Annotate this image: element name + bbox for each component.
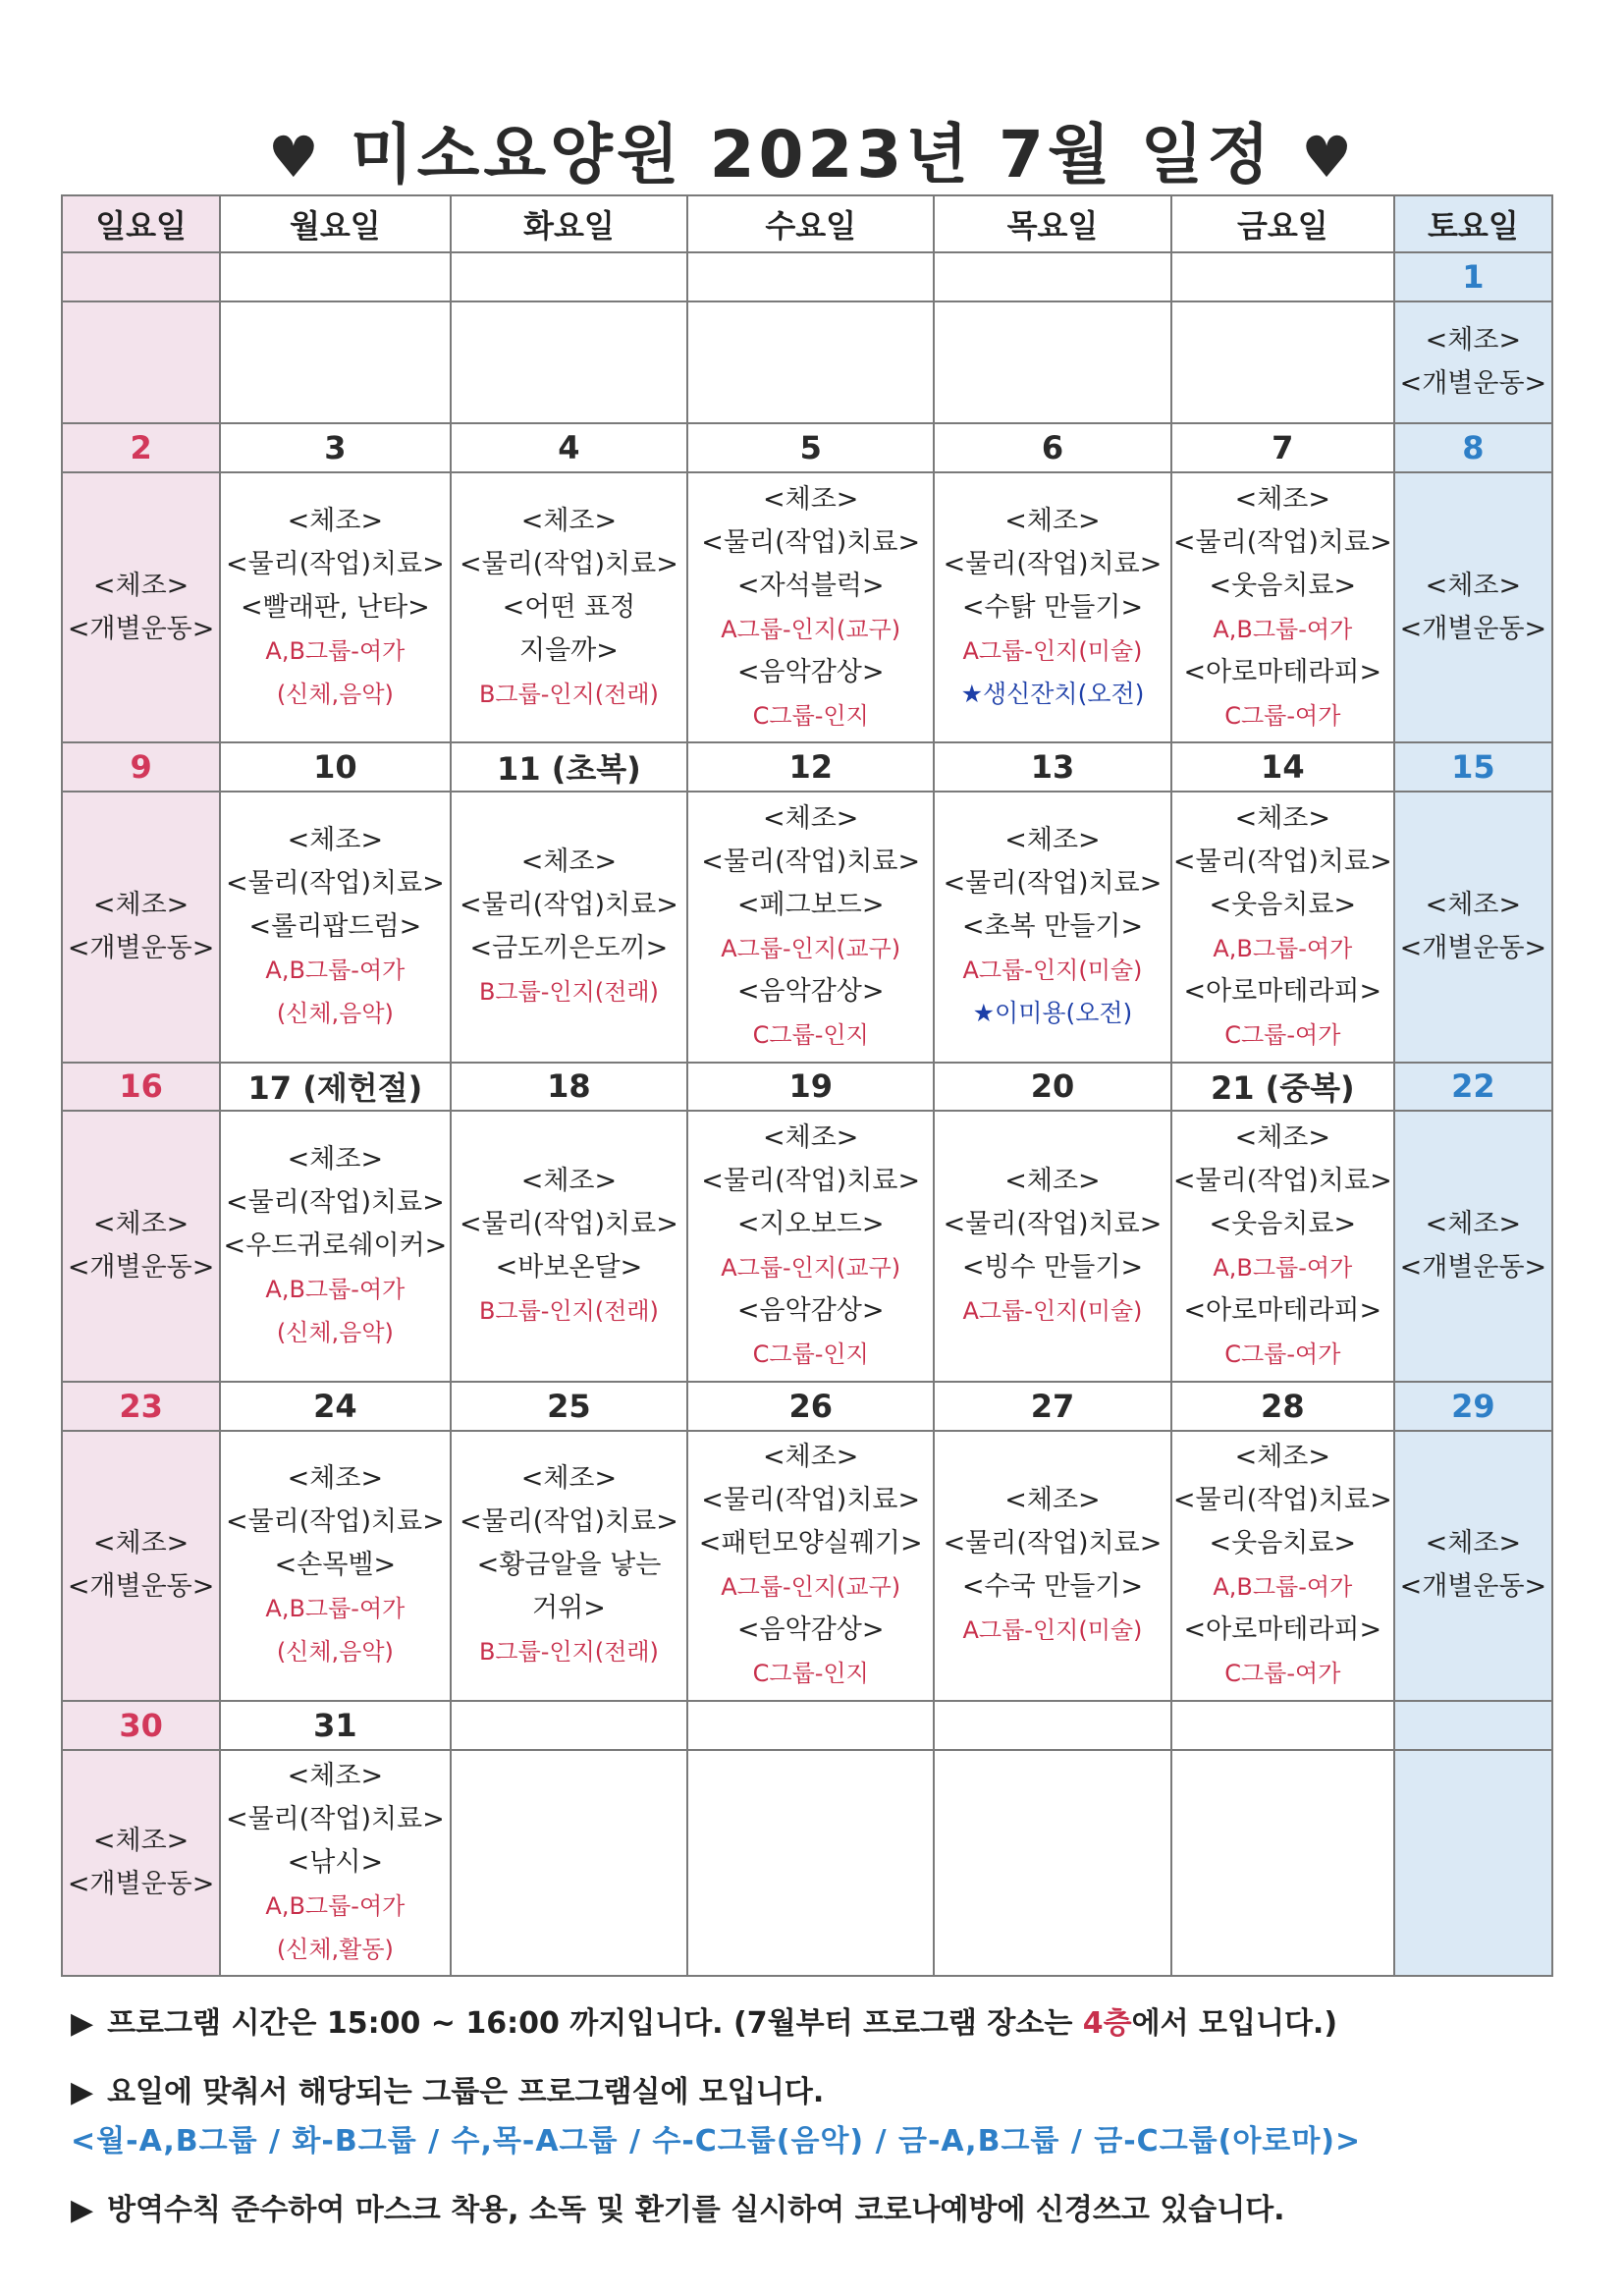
activity-label: <체조> <box>1425 889 1522 920</box>
heart-icon: ♥ <box>1301 124 1357 191</box>
activity-row <box>62 301 1552 423</box>
day-activities <box>1171 1111 1394 1382</box>
group-label: (신체,음악) <box>276 680 394 708</box>
activity-row <box>62 472 1552 743</box>
note-text: 프로그램 시간은 15:00 ~ 16:00 까지입니다. (7월부터 프로그램 장소는 <box>107 2006 1083 2041</box>
activity-label: <체조> <box>92 1528 189 1559</box>
activity-label: <체조> <box>287 1144 384 1175</box>
activity-label: <물리(작업)치료> <box>225 1187 445 1219</box>
activity-label: <빙수 만들기> <box>961 1252 1144 1284</box>
date-row <box>62 1701 1552 1750</box>
group-label: A,B그룹-여가 <box>1213 1573 1353 1602</box>
activity-label: <체조> <box>1425 1209 1522 1240</box>
activity-label: <지오보드> <box>736 1209 885 1240</box>
activity-label: <체조> <box>520 1463 618 1495</box>
arrow-icon: ▶ <box>71 2075 94 2109</box>
activity-label: <체조> <box>762 1442 859 1473</box>
day-activities <box>687 472 934 743</box>
date-row <box>62 423 1552 472</box>
day-activities <box>687 301 934 423</box>
calendar-table <box>61 194 1553 1977</box>
day-activities <box>62 1431 220 1702</box>
activity-label: <체조> <box>92 1209 189 1240</box>
day-activities <box>62 301 220 423</box>
day-activities <box>1171 1750 1394 1976</box>
day-activities <box>934 472 1171 743</box>
heart-icon: ♥ <box>267 124 323 191</box>
day-number <box>1171 252 1394 301</box>
activity-label: <물리(작업)치료> <box>1172 1485 1392 1516</box>
group-label: (신체,음악) <box>276 1319 394 1347</box>
activity-label: <체조> <box>520 846 618 877</box>
weekday-header-row <box>62 195 1552 252</box>
arrow-icon: ▶ <box>71 2193 94 2227</box>
activity-row <box>62 792 1552 1063</box>
day-activities <box>934 1750 1171 1976</box>
day-number: 16 <box>62 1063 220 1112</box>
day-activities <box>220 1750 450 1976</box>
activity-label: 거위> <box>532 1593 606 1624</box>
activity-label: <물리(작업)치료> <box>1172 1166 1392 1197</box>
day-number: 19 <box>687 1063 934 1112</box>
group-label: C그룹-여가 <box>1224 1660 1341 1688</box>
activity-label: <체조> <box>92 1825 189 1856</box>
day-activities <box>220 1111 450 1382</box>
activity-label: <체조> <box>1004 505 1101 536</box>
activity-row <box>62 1111 1552 1382</box>
note-groups <box>71 2067 1563 2159</box>
date-row <box>62 1382 1552 1431</box>
date-row <box>62 252 1552 301</box>
activity-label: <물리(작업)치료> <box>701 526 921 558</box>
date-row <box>62 742 1552 792</box>
group-label: A,B그룹-여가 <box>265 1595 406 1623</box>
activity-label: <개별운동> <box>1399 613 1547 644</box>
group-label: A,B그룹-여가 <box>265 636 406 665</box>
activity-label: <손목벨> <box>274 1550 397 1581</box>
day-activities <box>220 472 450 743</box>
activity-label: <아로마테라피> <box>1183 656 1382 687</box>
activity-label: <물리(작업)치료> <box>460 1506 678 1538</box>
activity-label: <개별운동> <box>67 932 215 963</box>
group-label: A그룹-인지(교구) <box>721 1573 901 1602</box>
activity-label: <바보온달> <box>495 1252 643 1284</box>
activity-label: <체조> <box>1004 824 1101 855</box>
activity-label: <아로마테라피> <box>1183 1614 1382 1646</box>
activity-label: <물리(작업)치료> <box>225 1506 445 1538</box>
group-label: C그룹-여가 <box>1224 1020 1341 1049</box>
day-activities <box>1394 1431 1552 1702</box>
group-label: B그룹-인지(전래) <box>478 1297 659 1326</box>
day-activities <box>62 792 220 1063</box>
activity-label: <체조> <box>1425 1528 1522 1559</box>
group-label: A그룹-인지(교구) <box>721 615 901 643</box>
activity-label: <자석블럭> <box>736 570 885 601</box>
group-label: B그룹-인지(전래) <box>478 680 659 708</box>
title-text: 미소요양원 2023년 7월 일정 <box>350 117 1274 192</box>
day-number: 15 <box>1394 742 1552 792</box>
day-number <box>1171 1701 1394 1750</box>
activity-label: <물리(작업)치료> <box>460 1209 678 1240</box>
activity-label: 지을까> <box>518 634 619 666</box>
group-label: A그룹-인지(미술) <box>962 1616 1143 1645</box>
activity-label: <물리(작업)치료> <box>701 1485 921 1516</box>
activity-label: <롤리팝드럼> <box>248 910 422 942</box>
activity-label: <물리(작업)치료> <box>225 548 445 579</box>
activity-label: <물리(작업)치료> <box>225 1803 445 1834</box>
group-label: C그룹-인지 <box>752 701 869 730</box>
day-number <box>62 252 220 301</box>
day-activities <box>451 301 688 423</box>
group-label: A,B그룹-여가 <box>265 1276 406 1304</box>
weekday-header: 월요일 <box>220 195 450 252</box>
activity-label: <개별운동> <box>1399 367 1547 399</box>
activity-label: <물리(작업)치료> <box>225 867 445 899</box>
activity-label: <패턴모양실꿰기> <box>698 1528 923 1559</box>
group-label: A그룹-인지(교구) <box>721 934 901 962</box>
group-label: ★생신잔치(오전) <box>960 679 1145 708</box>
activity-label: <음악감상> <box>736 1614 885 1646</box>
group-label: A,B그룹-여가 <box>1213 615 1353 643</box>
notes-section <box>71 1998 1563 2254</box>
activity-label: <체조> <box>287 1760 384 1791</box>
note-text: 요일에 맞춰서 해당되는 그룹은 프로그램실에 모입니다. <box>107 2075 825 2109</box>
note-program-time <box>71 1998 1563 2042</box>
day-activities <box>62 1750 220 1976</box>
activity-label: <물리(작업)치료> <box>943 548 1163 579</box>
activity-label: <물리(작업)치료> <box>943 1209 1163 1240</box>
day-activities <box>934 1431 1171 1702</box>
day-number: 28 <box>1171 1382 1394 1431</box>
day-number: 12 <box>687 742 934 792</box>
activity-label: <페그보드> <box>736 889 885 920</box>
activity-label: <체조> <box>1234 483 1331 515</box>
activity-label: <웃음치료> <box>1209 1528 1357 1559</box>
group-label: ★이미용(오전) <box>972 998 1133 1027</box>
activity-label: <개별운동> <box>1399 1252 1547 1284</box>
group-label: B그룹-인지(전래) <box>478 977 659 1006</box>
activity-label: <아로마테라피> <box>1183 1295 1382 1327</box>
day-number: 14 <box>1171 742 1394 792</box>
day-activities <box>1394 1111 1552 1382</box>
activity-label: <체조> <box>92 570 189 601</box>
activity-label: <개별운동> <box>67 1252 215 1284</box>
group-label: B그룹-인지(전래) <box>478 1638 659 1667</box>
day-number: 7 <box>1171 423 1394 472</box>
group-label: A,B그룹-여가 <box>1213 934 1353 962</box>
group-label: A,B그룹-여가 <box>265 1891 406 1920</box>
group-label: C그룹-여가 <box>1224 701 1341 730</box>
day-number: 26 <box>687 1382 934 1431</box>
activity-label: <체조> <box>1425 324 1522 355</box>
day-activities <box>1171 1431 1394 1702</box>
page-title <box>0 106 1624 204</box>
day-number: 21 (중복) <box>1171 1063 1394 1112</box>
day-activities <box>1171 301 1394 423</box>
day-activities <box>1394 472 1552 743</box>
group-label: A,B그룹-여가 <box>265 956 406 984</box>
day-number: 22 <box>1394 1063 1552 1112</box>
day-number: 24 <box>220 1382 450 1431</box>
activity-label: <개별운동> <box>67 613 215 644</box>
day-number: 23 <box>62 1382 220 1431</box>
weekday-header: 일요일 <box>62 195 220 252</box>
activity-label: <수탉 만들기> <box>961 591 1144 623</box>
day-activities <box>934 301 1171 423</box>
day-number: 4 <box>451 423 688 472</box>
day-activities <box>451 472 688 743</box>
day-number <box>934 252 1171 301</box>
activity-label: <개별운동> <box>67 1868 215 1899</box>
day-number: 8 <box>1394 423 1552 472</box>
day-number: 10 <box>220 742 450 792</box>
day-activities <box>1394 301 1552 423</box>
day-activities <box>1171 472 1394 743</box>
day-activities <box>687 792 934 1063</box>
activity-label: <물리(작업)치료> <box>460 548 678 579</box>
day-number: 11 (초복) <box>451 742 688 792</box>
activity-label: <체조> <box>520 505 618 536</box>
day-activities <box>1171 792 1394 1063</box>
activity-label: <체조> <box>287 1463 384 1495</box>
day-activities <box>451 1431 688 1702</box>
activity-label: <물리(작업)치료> <box>1172 526 1392 558</box>
day-number: 6 <box>934 423 1171 472</box>
day-activities <box>687 1431 934 1702</box>
activity-label: <개별운동> <box>1399 1571 1547 1603</box>
day-activities <box>220 792 450 1063</box>
activity-label: <개별운동> <box>1399 932 1547 963</box>
note-floor-highlight: 4층 <box>1082 2006 1132 2041</box>
group-label: A그룹-인지(미술) <box>962 956 1143 984</box>
day-activities <box>62 472 220 743</box>
day-number: 20 <box>934 1063 1171 1112</box>
activity-row <box>62 1431 1552 1702</box>
day-activities <box>451 1750 688 1976</box>
activity-label: <체조> <box>287 505 384 536</box>
activity-label: <음악감상> <box>736 1295 885 1327</box>
activity-label: <체조> <box>520 1166 618 1197</box>
group-label: A그룹-인지(미술) <box>962 1297 1143 1326</box>
day-number <box>451 252 688 301</box>
day-number: 9 <box>62 742 220 792</box>
day-number: 3 <box>220 423 450 472</box>
group-label: (신체,음악) <box>276 1638 394 1667</box>
date-row <box>62 1063 1552 1112</box>
note-prevention <box>71 2185 1563 2228</box>
day-activities <box>62 1111 220 1382</box>
note-text: 방역수칙 준수하여 마스크 착용, 소독 및 환기를 실시하여 코로나예방에 신경쓰고 있습니다. <box>107 2193 1285 2227</box>
activity-label: <수국 만들기> <box>961 1571 1144 1603</box>
activity-label: <우드귀로쉐이커> <box>223 1230 448 1262</box>
activity-label: <웃음치료> <box>1209 1209 1357 1240</box>
activity-row <box>62 1750 1552 1976</box>
day-activities <box>687 1750 934 1976</box>
day-number: 5 <box>687 423 934 472</box>
day-activities <box>451 792 688 1063</box>
activity-label: <물리(작업)치료> <box>1172 846 1392 877</box>
group-label: C그룹-여가 <box>1224 1340 1341 1369</box>
weekday-header: 화요일 <box>451 195 688 252</box>
activity-label: <체조> <box>92 889 189 920</box>
weekday-header: 목요일 <box>934 195 1171 252</box>
activity-label: <체조> <box>1004 1166 1101 1197</box>
day-activities <box>934 1111 1171 1382</box>
activity-label: <어떤 표정 <box>502 591 636 623</box>
day-number: 13 <box>934 742 1171 792</box>
day-number <box>451 1701 688 1750</box>
activity-label: <웃음치료> <box>1209 889 1357 920</box>
activity-label: <체조> <box>762 483 859 515</box>
day-activities <box>1394 1750 1552 1976</box>
activity-label: <물리(작업)치료> <box>943 1528 1163 1559</box>
day-activities <box>220 1431 450 1702</box>
activity-label: <낚시> <box>287 1846 384 1878</box>
group-label: C그룹-인지 <box>752 1660 869 1688</box>
day-number <box>220 252 450 301</box>
activity-label: <물리(작업)치료> <box>701 1166 921 1197</box>
day-number <box>934 1701 1171 1750</box>
group-label: A,B그룹-여가 <box>1213 1254 1353 1283</box>
group-label: A그룹-인지(미술) <box>962 636 1143 665</box>
day-number: 2 <box>62 423 220 472</box>
activity-label: <개별운동> <box>67 1571 215 1603</box>
activity-label: <체조> <box>1234 1442 1331 1473</box>
activity-label: <음악감상> <box>736 656 885 687</box>
weekday-header: 토요일 <box>1394 195 1552 252</box>
activity-label: <물리(작업)치료> <box>701 846 921 877</box>
note-text: 에서 모입니다.) <box>1131 2006 1338 2041</box>
day-number: 31 <box>220 1701 450 1750</box>
day-number <box>687 1701 934 1750</box>
day-activities <box>1394 792 1552 1063</box>
day-activities <box>934 792 1171 1063</box>
activity-label: <물리(작업)치료> <box>943 867 1163 899</box>
activity-label: <체조> <box>762 802 859 834</box>
activity-label: <아로마테라피> <box>1183 975 1382 1007</box>
activity-label: <초복 만들기> <box>961 910 1144 942</box>
group-label: (신체,음악) <box>276 999 394 1027</box>
day-number <box>687 252 934 301</box>
day-number <box>1394 1701 1552 1750</box>
activity-label: <체조> <box>1234 802 1331 834</box>
day-number: 1 <box>1394 252 1552 301</box>
activity-label: <황금알을 낳는 <box>476 1550 662 1581</box>
group-label: C그룹-인지 <box>752 1340 869 1369</box>
activity-label: <웃음치료> <box>1209 570 1357 601</box>
day-activities <box>220 301 450 423</box>
arrow-icon: ▶ <box>71 2006 94 2041</box>
group-label: (신체,활동) <box>276 1935 394 1963</box>
weekday-header: 수요일 <box>687 195 934 252</box>
group-label: A그룹-인지(교구) <box>721 1254 901 1283</box>
day-activities <box>451 1111 688 1382</box>
day-number: 25 <box>451 1382 688 1431</box>
day-activities <box>687 1111 934 1382</box>
group-schedule: <월-A,B그룹 / 화-B그룹 / 수,목-A그룹 / 수-C그룹(음악) / 금-A,B그룹 / 금-C그룹(아로마)> <box>71 2124 1362 2159</box>
activity-label: <체조> <box>762 1122 859 1154</box>
activity-label: <물리(작업)치료> <box>460 889 678 920</box>
activity-label: <체조> <box>1234 1122 1331 1154</box>
day-number: 27 <box>934 1382 1171 1431</box>
group-label: C그룹-인지 <box>752 1020 869 1049</box>
activity-label: <체조> <box>1425 570 1522 601</box>
activity-label: <체조> <box>287 824 384 855</box>
day-number: 17 (제헌절) <box>220 1063 450 1112</box>
day-number: 30 <box>62 1701 220 1750</box>
day-number: 18 <box>451 1063 688 1112</box>
weekday-header: 금요일 <box>1171 195 1394 252</box>
activity-label: <금도끼은도끼> <box>469 932 669 963</box>
activity-label: <체조> <box>1004 1485 1101 1516</box>
activity-label: <음악감상> <box>736 975 885 1007</box>
day-number: 29 <box>1394 1382 1552 1431</box>
activity-label: <빨래판, 난타> <box>240 591 430 623</box>
